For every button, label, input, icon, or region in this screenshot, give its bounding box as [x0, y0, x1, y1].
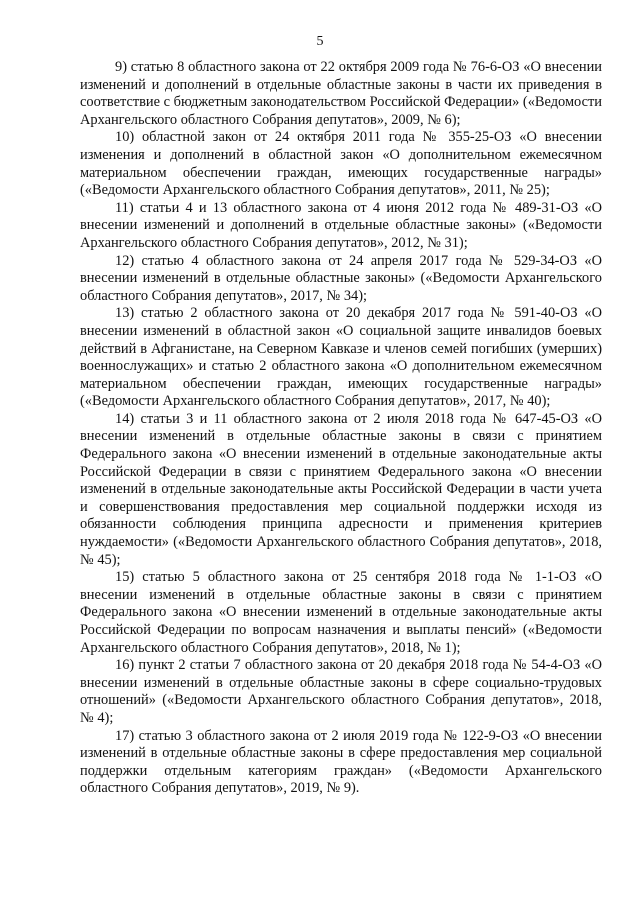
- page-number: 5: [316, 34, 324, 49]
- list-item-11: 11) статьи 4 и 13 областного закона от 4 июня 2012 года № 489-31-ОЗ «О внесении изменений и дополнений в отдельные областные законы» («Ведомости Архангельского областного Собрания депутатов», 2012, № 31);: [80, 199, 602, 251]
- list-item-17: 17) статью 3 областного закона от 2 июля 2019 года № 122-9-ОЗ «О внесении изменений в отдельные областные законы в сфере предоставления мер социальной поддержки отдельным категориям граждан» («Ведомости Архангельского областного Собрания депутатов», 2019, № 9).: [80, 727, 602, 797]
- list-item-12: 12) статью 4 областного закона от 24 апреля 2017 года № 529-34-ОЗ «О внесении изменений в отдельные областные законы» («Ведомости Архангельского областного Собрания депутатов», 2017, № 34);: [80, 252, 602, 304]
- list-item-16: 16) пункт 2 статьи 7 областного закона от 20 декабря 2018 года № 54-4-ОЗ «О внесении изменений в отдельные областные законы в сфере социально-трудовых отношений» («Ведомости Архангельского областного Собрания депутатов», 2018, № 4);: [80, 657, 602, 726]
- document-body: [80, 59, 602, 798]
- list-item-9: 9) статью 8 областного закона от 22 октября 2009 года № 76-6-ОЗ «О внесении изменений и дополнений в отдельные областные законы в части их приведения в соответствие с бюджетным законодательством Российской Федерации» («Ведомости Архангельского областного Собрания депутатов», 2009, № 6);: [80, 59, 602, 128]
- list-item-13: 13) статью 2 областного закона от 20 декабря 2017 года № 591-40-ОЗ «О внесении изменений в областной закон «О социальной защите инвалидов боевых действий в Афганистане, на Северном Кавказе и членов семей погибших (умерших) военнослужащих» и статью 2 областного закона «О дополнительном ежемесячном материальном обеспечении граждан, имеющих государственные награды» («Ведомости Архангельского областного Собрания депутатов», 2017, № 40);: [80, 305, 602, 410]
- list-item-10: 10) областной закон от 24 октября 2011 года № 355-25-ОЗ «О внесении изменения и дополнений в областной закон «О дополнительном ежемесячном материальном обеспечении граждан, имеющих государственные награды» («Ведомости Архангельского областного Собрания депутатов», 2011, № 25);: [80, 129, 602, 199]
- list-item-15: 15) статью 5 областного закона от 25 сентября 2018 года № 1-1-ОЗ «О внесении изменений в отдельные областные законы в связи с принятием Федерального закона «О внесении изменений в отдельные законодательные акты Российской Федерации по вопросам назначения и выплаты пенсий» («Ведомости Архангельского областного Собрания депутатов», 2018, № 1);: [80, 569, 602, 656]
- list-item-14: 14) статьи 3 и 11 областного закона от 2 июля 2018 года № 647-45-ОЗ «О внесении изменений в отдельные областные законы в связи с принятием Федерального закона «О внесении изменений в отдельные законодательные акты Российской Федерации в связи с принятием Федерального закона «О внесении изменений в отдельные законодательные акты Российской Федерации в части учета и совершенствования предоставления мер социальной поддержки исходя из обязанности соблюдения принципа адресности и применения критериев нуждаемости» («Ведомости Архангельского областного Собрания депутатов», 2018, № 45);: [80, 410, 602, 568]
